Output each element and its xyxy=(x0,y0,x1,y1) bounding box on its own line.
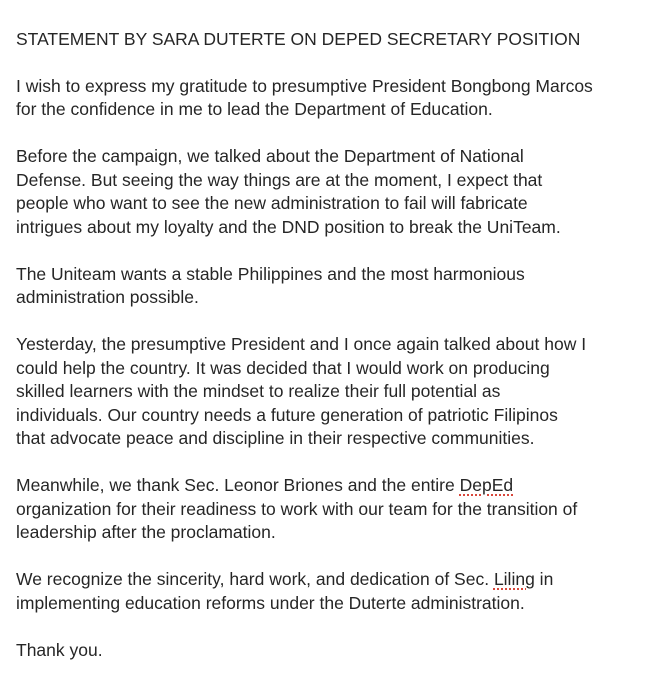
text-line: individuals. Our country needs a future generation of patriotic Filipinos xyxy=(16,404,558,425)
text-line: leadership after the proclamation. xyxy=(16,522,276,542)
paragraph-recognize xyxy=(16,568,654,615)
spellcheck-flagged-word: DepEd xyxy=(459,475,514,495)
text-segment: in xyxy=(534,569,554,589)
text-line: skilled learners with the mindset to realize their full potential as xyxy=(16,381,501,401)
text-line: implementing education reforms under the Duterte administration. xyxy=(16,592,525,613)
text-line: Before the campaign, we talked about the Department of National xyxy=(16,146,524,166)
text-line: intrigues about my loyalty and the DND position to break the UniTeam. xyxy=(16,216,561,237)
text-line: The Uniteam wants a stable Philippines and the most harmonious xyxy=(16,263,525,284)
paragraph-thanks xyxy=(16,639,654,663)
title-line: STATEMENT BY SARA DUTERTE ON DEPED SECRETARY POSITION xyxy=(16,29,581,49)
text-line xyxy=(16,474,654,498)
statement-title xyxy=(16,28,654,52)
text-line: Defense. But seeing the way things are at the moment, I expect that xyxy=(16,169,543,190)
text-line: that advocate peace and discipline in their respective communities. xyxy=(16,428,535,448)
paragraph-uniteam xyxy=(16,263,654,310)
paragraph-yesterday xyxy=(16,333,654,451)
text-segment: Meanwhile, we thank Sec. Leonor Briones and the entire xyxy=(16,475,460,495)
text-line: could help the country. It was decided that I would work on producing xyxy=(16,357,550,378)
text-line: people who want to see the new administration to fail will fabricate xyxy=(16,193,528,213)
text-segment: We recognize the sincerity, hard work, and dedication of Sec. xyxy=(16,569,494,589)
text-line: I wish to express my gratitude to presumptive President Bongbong Marcos xyxy=(16,75,593,96)
text-line: Thank you. xyxy=(16,639,103,660)
text-line: for the confidence in me to lead the Department of Education. xyxy=(16,99,493,119)
text-line: Yesterday, the presumptive President and I once again talked about how I xyxy=(16,334,587,354)
spellcheck-flagged-word: Liling xyxy=(493,569,535,589)
paragraph-meanwhile xyxy=(16,474,654,545)
paragraph-campaign xyxy=(16,145,654,239)
paragraph-gratitude xyxy=(16,75,654,122)
text-line: administration possible. xyxy=(16,287,199,307)
text-line xyxy=(16,568,654,592)
text-line: organization for their readiness to work with our team for the transition of xyxy=(16,498,578,519)
